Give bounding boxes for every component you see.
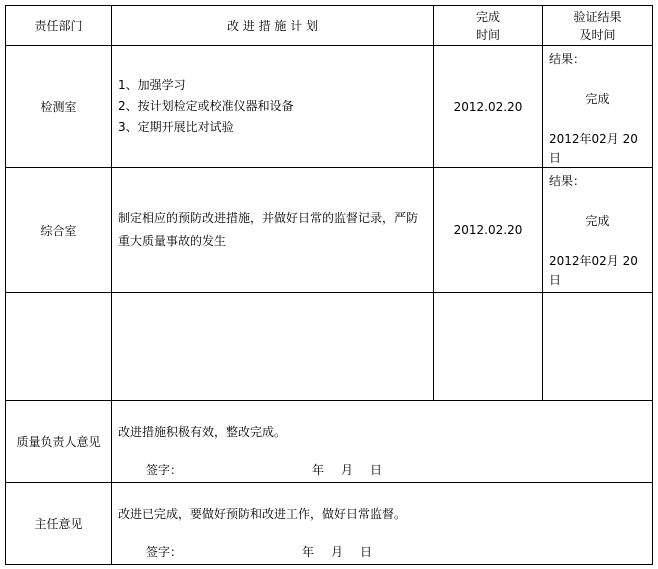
empty-cell [434, 293, 543, 401]
month-label: 月 [331, 545, 345, 559]
year-label: 年 [312, 463, 326, 477]
quality-opinion-cell [112, 401, 653, 483]
quality-opinion-text: 改进措施积极有效，整改完成。 [118, 425, 287, 439]
month-label: 月 [341, 463, 355, 477]
result-date: 2012年02月 20 日 [549, 254, 638, 287]
signature-label: 签字： [146, 545, 183, 559]
corrective-action-table [5, 5, 653, 565]
signature-date [312, 461, 399, 478]
table-row [6, 46, 653, 168]
result-status: 完成 [585, 214, 610, 228]
table-row [6, 168, 653, 293]
quality-opinion-label: 质量负责人意见 [6, 401, 112, 483]
day-label: 日 [360, 545, 374, 559]
department-cell: 检测室 [6, 46, 112, 168]
director-opinion-cell [112, 483, 653, 565]
department-cell: 综合室 [6, 168, 112, 293]
plan-item: 2、按计划检定或校准仪器和设备 [118, 99, 294, 113]
verify-cell [543, 46, 653, 168]
signature-label: 签字： [146, 463, 183, 477]
empty-row [6, 293, 653, 401]
header-row [6, 6, 653, 46]
verify-cell [543, 168, 653, 293]
empty-cell [6, 293, 112, 401]
completion-date: 2012.02.20 [434, 168, 543, 293]
completion-date: 2012.02.20 [434, 46, 543, 168]
director-opinion-row [6, 483, 653, 565]
header-plan: 改 进 措 施 计 划 [112, 6, 434, 46]
header-verify-result: 验证结果 及时间 [543, 6, 653, 46]
result-label: 结果： [549, 52, 586, 66]
signature-date [302, 543, 389, 560]
quality-opinion-row [6, 401, 653, 483]
empty-cell [543, 293, 653, 401]
result-label: 结果： [549, 174, 586, 188]
year-label: 年 [302, 545, 316, 559]
result-status: 完成 [585, 92, 610, 106]
day-label: 日 [370, 463, 384, 477]
plan-item: 3、定期开展比对试验 [118, 120, 234, 134]
header-completion-time: 完成 时间 [434, 6, 543, 46]
plan-cell [112, 46, 434, 168]
director-opinion-label: 主任意见 [6, 483, 112, 565]
result-date: 2012年02月 20 日 [549, 132, 638, 165]
plan-cell: 制定相应的预防改进措施，并做好日常的监督记录，严防重大质量事故的发生 [112, 168, 434, 293]
director-opinion-text: 改进已完成，要做好预防和改进工作，做好日常监督。 [118, 507, 407, 521]
empty-cell [112, 293, 434, 401]
header-department: 责任部门 [6, 6, 112, 46]
plan-item: 1、加强学习 [118, 78, 186, 92]
